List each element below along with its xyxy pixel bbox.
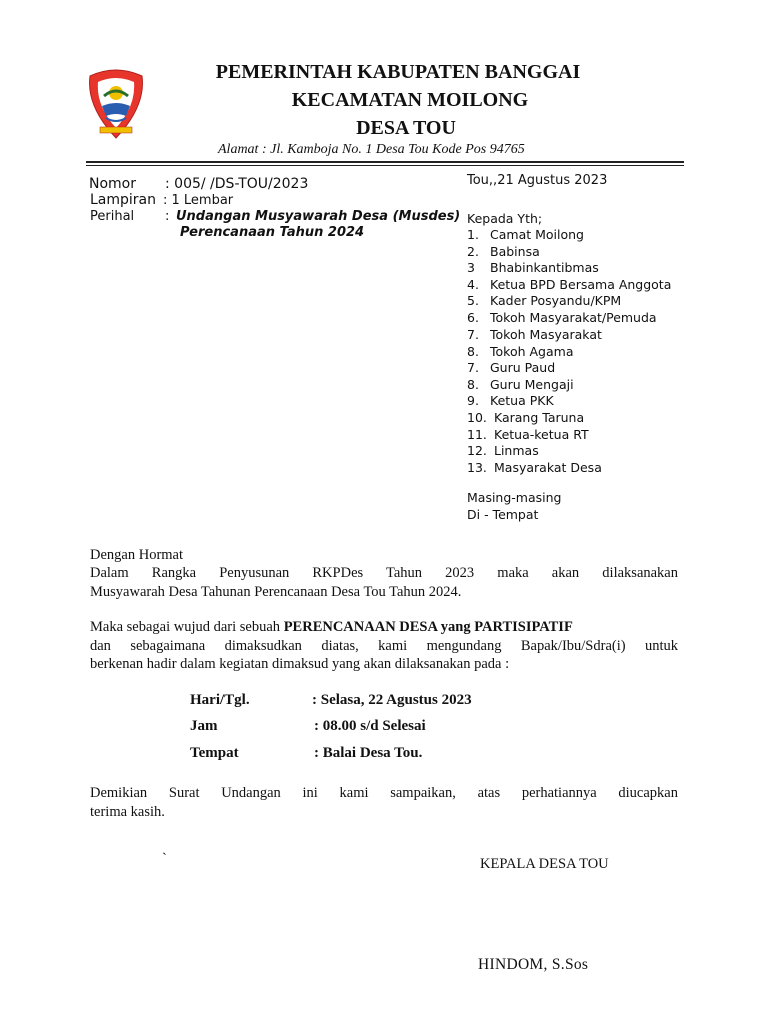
recipient-number: 7. [467, 360, 479, 375]
recipient-name: Guru Paud [490, 360, 556, 375]
para2-line1 [90, 619, 573, 636]
recipient-number: 9. [467, 393, 479, 408]
recipient-number: 6. [467, 310, 479, 325]
recipient-number: 2. [467, 244, 479, 259]
lampiran-value: : 1 Lembar [163, 193, 234, 208]
recipient-name: Ketua-ketua RT [494, 427, 589, 442]
detail-label-time: Jam [190, 718, 218, 734]
detail-value-place: : Balai Desa Tou. [314, 745, 423, 761]
header-divider-thick [86, 161, 684, 163]
recipient-name: Ketua PKK [490, 393, 554, 408]
recipient-number: 1. [467, 227, 479, 242]
recipient-name: Ketua BPD Bersama Anggota [490, 277, 672, 292]
recipient-number: 8. [467, 344, 479, 359]
para2-line3: berkenan hadir dalam kegiatan dimaksud yang akan dilaksanakan pada : [90, 656, 510, 672]
recipient-name: Linmas [494, 443, 539, 458]
recipients-closing-masing: Masing-masing [467, 490, 562, 505]
para2-line1-text: Maka sebagai wujud dari sebuah [90, 619, 284, 635]
nomor-label: Nomor [89, 176, 136, 192]
closing-line1: Demikian Surat Undangan ini kami sampaikan, atas perhatiannya diucapkan [90, 785, 678, 801]
recipient-name: Guru Mengaji [490, 377, 574, 392]
detail-label-place: Tempat [190, 745, 239, 761]
recipients-closing-tempat: Di - Tempat [467, 507, 539, 522]
perihal-line1: Undangan Musyawarah Desa (Musdes) [176, 209, 461, 224]
perihal-label: Perihal [90, 209, 135, 224]
recipients-intro: Kepada Yth; [467, 211, 543, 226]
recipient-name: Masyarakat Desa [494, 460, 602, 475]
recipient-name: Tokoh Agama [490, 344, 574, 359]
recipient-number: 4. [467, 277, 479, 292]
perihal-line2: Perencanaan Tahun 2024 [180, 225, 365, 240]
nomor-value: : 005/ /DS-TOU/2023 [165, 176, 309, 192]
para2-emphasis: PERENCANAAN DESA yang PARTISIPATIF [283, 619, 573, 635]
recipient-number: 5. [467, 293, 479, 308]
letterhead-village: DESA TOU [356, 117, 456, 139]
recipient-number: 13. [467, 460, 487, 475]
para2-line2: dan sebagaimana dimaksudkan diatas, kami mengundang Bapak/Ibu/Sdra(i) untuk [90, 638, 678, 654]
lampiran-label: Lampiran [90, 192, 157, 208]
letter-date: Tou,,21 Agustus 2023 [467, 173, 608, 188]
perihal-colon: : [165, 209, 170, 224]
recipient-number: 7. [467, 327, 479, 342]
recipient-name: Tokoh Masyarakat [490, 327, 602, 342]
para1-line2: Musyawarah Desa Tahunan Perencanaan Desa Tou Tahun 2024. [90, 584, 462, 600]
recipient-name: Kader Posyandu/KPM [490, 293, 622, 308]
closing-line2: terima kasih. [90, 804, 165, 820]
letterhead-address: Alamat : Jl. Kamboja No. 1 Desa Tou Kode Pos 94765 [218, 142, 525, 157]
recipient-name: Camat Moilong [490, 227, 584, 242]
letterhead-government: PEMERINTAH KABUPATEN BANGGAI [215, 61, 581, 83]
recipient-name: Tokoh Masyarakat/Pemuda [490, 310, 657, 325]
para1-line1: Dalam Rangka Penyusunan RKPDes Tahun 2023 maka akan dilaksanakan [90, 565, 678, 581]
greeting: Dengan Hormat [90, 547, 184, 563]
detail-value-time: : 08.00 s/d Selesai [314, 718, 426, 734]
recipient-name: Karang Taruna [494, 410, 585, 425]
recipient-number: 3 [467, 260, 475, 275]
signature-title: KEPALA DESA TOU [480, 856, 609, 872]
header-divider-thin [86, 165, 684, 166]
signatory-name: HINDOM, S.Sos [478, 956, 589, 973]
letterhead-district: KECAMATAN MOILONG [291, 89, 529, 111]
detail-label-day: Hari/Tgl. [190, 692, 250, 708]
detail-value-day: : Selasa, 22 Agustus 2023 [312, 692, 472, 708]
recipient-number: 8. [467, 377, 479, 392]
recipient-number: 12. [467, 443, 487, 458]
recipient-number: 10. [467, 410, 487, 425]
stray-mark: ` [162, 851, 167, 867]
recipient-name: Babinsa [490, 244, 540, 259]
recipient-number: 11. [467, 427, 487, 442]
recipient-name: Bhabinkantibmas [490, 260, 599, 275]
